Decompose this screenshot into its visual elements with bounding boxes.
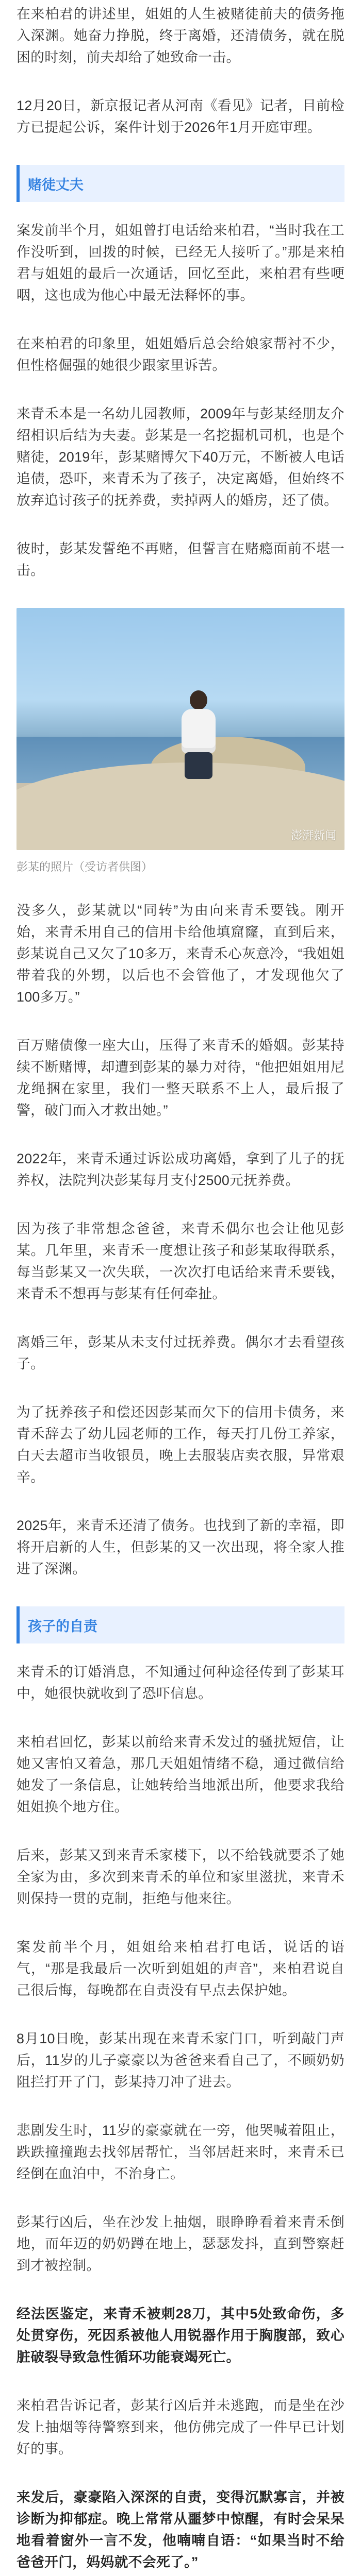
paragraph: 2022年，来青禾通过诉讼成功离婚，拿到了儿子的抚养权，法院判决彭某每月支付2500元抚养费。 — [17, 1151, 344, 1188]
person-figure — [175, 690, 222, 783]
paragraph: 8月10日晚，彭某出现在来青禾家门口，听到敲门声后，11岁的儿子豪豪以为爸爸来看自己了，不顾奶奶阻拦打开了门，彭某持刀冲了进去。 — [17, 2031, 344, 2090]
s2-paragraph-8 — [17, 2303, 344, 2368]
paragraph: 为了抚养孩子和偿还因彭某而欠下的信用卡债务，来青禾辞去了幼儿园老师的工作，每天打几份工养家，白天去超市当收银员，晚上去服装店卖衣服，异常艰辛。 — [17, 1404, 344, 1485]
s1-paragraph-1 — [17, 219, 344, 306]
s2-paragraph-5 — [17, 2028, 344, 2093]
paragraph: 因为孩子非常想念爸爸，来青禾偶尔也会让他见彭某。几年里，来青禾一度想让孩子和彭某取得联系，每当彭某又一次失联，一次次打电话给来青禾要钱，来青禾不想再与彭某有任何牵扯。 — [17, 1221, 344, 1301]
paragraph: 离婚三年，彭某从未支付过抚养费。偶尔才去看望孩子。 — [17, 1334, 344, 1371]
paragraph: 没多久，彭某就以“同转”为由向来青禾要钱。刚开始，来青禾用自己的信用卡给他填窟窿，直到后来，彭某说自己又欠了10多万，来青禾心灰意冷，“我姐姐带着我的外甥，以后也不会管他了，才发现他欠了100多万。” — [17, 903, 344, 1005]
mid-paragraph-2 — [17, 1035, 344, 1121]
paragraph: 彭某行凶后，坐在沙发上抽烟，眼睁睁看着来青禾倒地，而年迈的奶奶蹲在地上，瑟瑟发抖，直到警察赶到才被控制。 — [17, 2214, 344, 2273]
paragraph: 来发后，豪豪陷入深深的自责，变得沉默寡言，并被诊断为抑郁症。晚上常常从噩梦中惊醒，有时会呆呆地看着窗外一言不发，他喃喃自语：“如果当时不给爸爸开门，妈妈就不会死了。” — [17, 2489, 344, 2570]
person-head — [190, 690, 207, 710]
paragraph: 经法医鉴定，来青禾被刺28刀，其中5处致命伤，多处贯穿伤，死因系被他人用锐器作用于胸腹部，致心脏破裂导致急性循环功能衰竭死亡。 — [17, 2306, 344, 2365]
person-torso — [182, 709, 216, 753]
paragraph: 彼时，彭某发誓绝不再赌，但誓言在赌瘾面前不堪一击。 — [17, 541, 344, 578]
paragraph: 来柏君告诉记者，彭某行凶后并未逃跑，而是坐在沙发上抽烟等待警察到来，他仿佛完成了一件早已计划好的事。 — [17, 2398, 344, 2456]
paragraph: 百万赌债像一座大山，压得了来青禾的婚姻。彭某持续不断赌博，却遭到彭某的暴力对待，“他把姐姐用尼龙绳捆在家里，我们一整天联系不上人，最后报了警，破门而入才救出她。” — [17, 1038, 344, 1118]
news-paragraph: 12月20日，新京报记者从河南《看见》记者，目前检方已提起公诉，案件计划于2026年1月开庭审理。 — [17, 98, 344, 135]
s2-paragraph-4 — [17, 1936, 344, 2001]
s2-paragraph-2 — [17, 1731, 344, 1818]
article-intro — [17, 3, 344, 68]
section-header-child-self-blame — [17, 1606, 344, 1643]
s1-paragraph-2 — [17, 333, 344, 376]
mid-paragraph-3 — [17, 1148, 344, 1191]
paragraph: 案发前半个月，姐姐给来柏君打电话，说话的语气，“那是我最后一次听到姐姐的声音”，来柏君说自己很后悔，每晚都在自责没有早点去保护她。 — [17, 1939, 344, 1998]
s1-paragraph-3 — [17, 403, 344, 511]
paragraph: 来柏君回忆，彭某以前给来青禾发过的骚扰短信，让她又害怕又着急，那几天姐姐情绪不稳，通过微信给她发了一条信息，让她转给当地派出所，他要求我给姐姐换个地方住。 — [17, 1734, 344, 1815]
mid-paragraph-5 — [17, 1331, 344, 1375]
paragraph: 2025年，来青禾还清了债务。也找到了新的幸福，即将开启新的人生，但彭某的又一次出现，将全家人推进了深渊。 — [17, 1518, 344, 1577]
paragraph: 悲剧发生时，11岁的豪豪就在一旁，他哭喊着阻止，跌跌撞撞跑去找邻居帮忙，当邻居赶来时，来青禾已经倒在血泊中，不治身亡。 — [17, 2123, 344, 2181]
section-title: 赌徒丈夫 — [28, 177, 84, 193]
mid-paragraph-4 — [17, 1218, 344, 1304]
mid-paragraph-1 — [17, 900, 344, 1008]
paragraph: 在来柏君的印象里，姐姐婚后总会给娘家帮衬不少，但性格倔强的她很少跟家里诉苦。 — [17, 336, 344, 373]
paragraph: 来青禾的订婚消息，不知通过何种途径传到了彭某耳中，她很快就收到了恐吓信息。 — [17, 1664, 344, 1701]
photo-caption: 彭某的照片（受访者供图） — [17, 860, 153, 873]
article-photo — [17, 608, 344, 850]
section-header-gambler-husband — [17, 165, 344, 202]
s2-paragraph-6 — [17, 2120, 344, 2184]
paragraph: 案发前半个月，姐姐曾打电话给来柏君，“当时我在工作没听到，回拨的时候，已经无人接听了。”那是来柏君与姐姐的最后一次通话，回忆至此，来柏君有些哽咽，这也成为他心中最无法释怀的事。 — [17, 223, 344, 303]
person-legs — [185, 752, 212, 779]
photo-watermark: 澎湃新闻 — [290, 829, 336, 842]
mid-paragraph-6 — [17, 1401, 344, 1488]
article-news-note — [17, 95, 344, 138]
section-title: 孩子的自责 — [28, 1618, 97, 1634]
s2-paragraph-3 — [17, 1844, 344, 1909]
s2-paragraph-7 — [17, 2211, 344, 2276]
s2-paragraph-1 — [17, 1661, 344, 1704]
mid-paragraph-7 — [17, 1515, 344, 1580]
s2-paragraph-9 — [17, 2395, 344, 2460]
paragraph: 后来，彭某又到来青禾家楼下，以不给钱就要杀了她全家为由，多次到来青禾的单位和家里滋扰，来青禾则保持一贯的克制，拒绝与他来往。 — [17, 1848, 344, 1906]
s1-paragraph-4 — [17, 538, 344, 581]
s2-paragraph-10 — [17, 2486, 344, 2573]
intro-paragraph: 在来柏君的讲述里，姐姐的人生被赌徒前夫的债务拖入深渊。她奋力挣脱，终于离婚，还清债务，就在脱困的时刻，前夫却给了她致命一击。 — [17, 6, 344, 65]
paragraph: 来青禾本是一名幼儿园教师，2009年与彭某经朋友介绍相识后结为夫妻。彭某是一名挖掘机司机，也是个赌徒，2019年，彭某赌博欠下40万元，不断被人电话追债，恐吓，来青禾为了孩子，决定离婚，但始终不放弃追讨孩子的抚养费，卖掉两人的婚房，还了债。 — [17, 406, 344, 508]
